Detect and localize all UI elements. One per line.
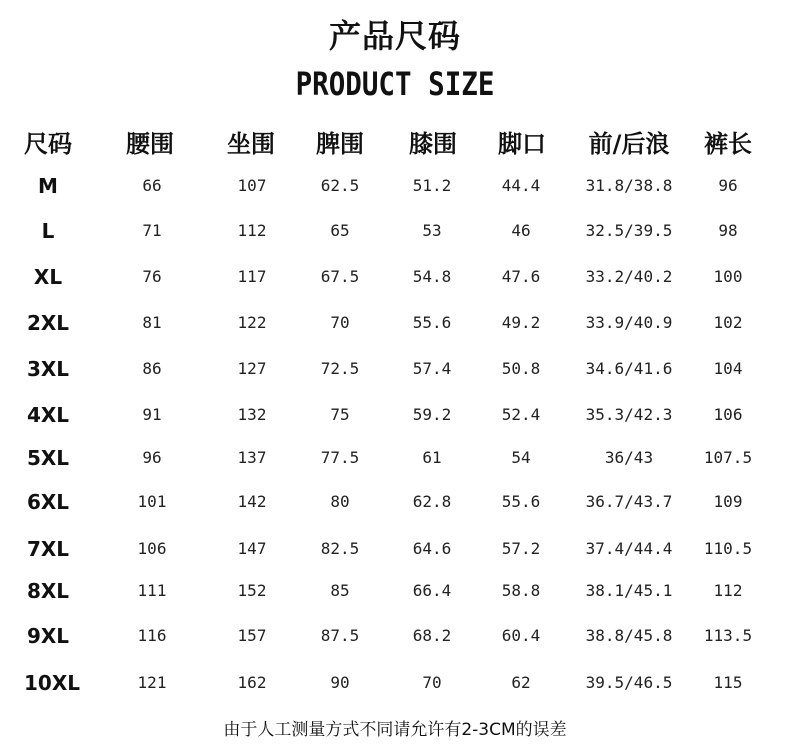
knee-value: 54.8 xyxy=(412,267,452,286)
waist-value: 76 xyxy=(142,267,162,286)
leg-opening-value: 54 xyxy=(511,448,531,467)
header-thigh: 脾围 xyxy=(316,130,364,158)
length-value: 106 xyxy=(713,405,743,424)
hip-value: 162 xyxy=(237,673,267,692)
rise-value: 31.8/38.8 xyxy=(585,176,673,195)
waist-value: 91 xyxy=(142,405,162,424)
size-label: L xyxy=(41,219,55,243)
knee-value: 70 xyxy=(422,673,442,692)
table-row xyxy=(0,400,790,430)
thigh-value: 90 xyxy=(330,673,350,692)
size-label: 9XL xyxy=(26,624,70,648)
header-waist: 腰围 xyxy=(126,130,174,158)
header-length: 裤长 xyxy=(704,130,752,158)
length-value: 115 xyxy=(713,673,743,692)
waist-value: 71 xyxy=(142,221,162,240)
knee-value: 53 xyxy=(422,221,442,240)
leg-opening-value: 60.4 xyxy=(501,626,541,645)
size-label: 3XL xyxy=(26,357,70,381)
waist-value: 66 xyxy=(142,176,162,195)
rise-value: 38.8/45.8 xyxy=(585,626,673,645)
rise-value: 32.5/39.5 xyxy=(585,221,673,240)
length-value: 107.5 xyxy=(703,448,753,467)
table-row xyxy=(0,354,790,384)
knee-value: 66.4 xyxy=(412,581,452,600)
header-hip: 坐围 xyxy=(227,130,275,158)
waist-value: 86 xyxy=(142,359,162,378)
leg-opening-value: 44.4 xyxy=(501,176,541,195)
size-label: 10XL xyxy=(24,671,80,695)
knee-value: 51.2 xyxy=(412,176,452,195)
knee-value: 61 xyxy=(422,448,442,467)
rise-value: 39.5/46.5 xyxy=(585,673,673,692)
leg-opening-value: 49.2 xyxy=(501,313,541,332)
thigh-value: 85 xyxy=(330,581,350,600)
table-row xyxy=(0,487,790,517)
thigh-value: 65 xyxy=(330,221,350,240)
thigh-value: 75 xyxy=(330,405,350,424)
size-label: 6XL xyxy=(26,490,70,514)
leg-opening-value: 50.8 xyxy=(501,359,541,378)
size-label: 2XL xyxy=(26,311,70,335)
hip-value: 107 xyxy=(237,176,267,195)
table-row xyxy=(0,576,790,606)
length-value: 104 xyxy=(713,359,743,378)
size-label: 5XL xyxy=(26,446,70,470)
leg-opening-value: 55.6 xyxy=(501,492,541,511)
hip-value: 132 xyxy=(237,405,267,424)
table-row xyxy=(0,668,790,698)
header-leg-opening: 脚口 xyxy=(498,130,546,158)
size-label: 8XL xyxy=(26,579,70,603)
size-label: M xyxy=(38,174,58,198)
leg-opening-value: 57.2 xyxy=(501,539,541,558)
thigh-value: 87.5 xyxy=(320,626,360,645)
knee-value: 59.2 xyxy=(412,405,452,424)
leg-opening-value: 47.6 xyxy=(501,267,541,286)
size-label: 4XL xyxy=(26,403,70,427)
length-value: 109 xyxy=(713,492,743,511)
waist-value: 106 xyxy=(137,539,167,558)
length-value: 96 xyxy=(718,176,738,195)
leg-opening-value: 46 xyxy=(511,221,531,240)
waist-value: 111 xyxy=(137,581,167,600)
waist-value: 116 xyxy=(137,626,167,645)
length-value: 98 xyxy=(718,221,738,240)
table-row xyxy=(0,308,790,338)
hip-value: 147 xyxy=(237,539,267,558)
rise-value: 36.7/43.7 xyxy=(585,492,673,511)
table-row xyxy=(0,534,790,564)
thigh-value: 67.5 xyxy=(320,267,360,286)
header-knee: 膝围 xyxy=(409,130,457,158)
waist-value: 121 xyxy=(137,673,167,692)
length-value: 100 xyxy=(713,267,743,286)
knee-value: 55.6 xyxy=(412,313,452,332)
knee-value: 62.8 xyxy=(412,492,452,511)
waist-value: 101 xyxy=(137,492,167,511)
header-rise: 前/后浪 xyxy=(588,130,670,158)
thigh-value: 72.5 xyxy=(320,359,360,378)
rise-value: 34.6/41.6 xyxy=(585,359,673,378)
hip-value: 122 xyxy=(237,313,267,332)
size-label: 7XL xyxy=(26,537,70,561)
length-value: 112 xyxy=(713,581,743,600)
rise-value: 33.9/40.9 xyxy=(585,313,673,332)
table-row xyxy=(0,171,790,201)
rise-value: 33.2/40.2 xyxy=(585,267,673,286)
hip-value: 117 xyxy=(237,267,267,286)
hip-value: 142 xyxy=(237,492,267,511)
hip-value: 127 xyxy=(237,359,267,378)
waist-value: 81 xyxy=(142,313,162,332)
leg-opening-value: 58.8 xyxy=(501,581,541,600)
table-row xyxy=(0,443,790,473)
hip-value: 137 xyxy=(237,448,267,467)
knee-value: 68.2 xyxy=(412,626,452,645)
table-row xyxy=(0,621,790,651)
thigh-value: 82.5 xyxy=(320,539,360,558)
knee-value: 64.6 xyxy=(412,539,452,558)
page-title: 产品尺码 xyxy=(328,17,461,55)
rise-value: 35.3/42.3 xyxy=(585,405,673,424)
rise-value: 38.1/45.1 xyxy=(585,581,673,600)
thigh-value: 70 xyxy=(330,313,350,332)
table-row xyxy=(0,216,790,246)
thigh-value: 80 xyxy=(330,492,350,511)
thigh-value: 62.5 xyxy=(320,176,360,195)
measurement-note: 由于人工测量方式不同请允许有2-3CM的误差 xyxy=(223,720,567,740)
length-value: 102 xyxy=(713,313,743,332)
length-value: 113.5 xyxy=(703,626,753,645)
thigh-value: 77.5 xyxy=(320,448,360,467)
knee-value: 57.4 xyxy=(412,359,452,378)
header-size: 尺码 xyxy=(24,130,72,158)
table-row xyxy=(0,262,790,292)
hip-value: 112 xyxy=(237,221,267,240)
rise-value: 37.4/44.4 xyxy=(585,539,673,558)
hip-value: 152 xyxy=(237,581,267,600)
length-value: 110.5 xyxy=(703,539,753,558)
hip-value: 157 xyxy=(237,626,267,645)
leg-opening-value: 52.4 xyxy=(501,405,541,424)
rise-value: 36/43 xyxy=(604,448,654,467)
size-label: XL xyxy=(33,265,63,289)
page-subtitle: PRODUCT SIZE xyxy=(295,65,495,103)
waist-value: 96 xyxy=(142,448,162,467)
leg-opening-value: 62 xyxy=(511,673,531,692)
